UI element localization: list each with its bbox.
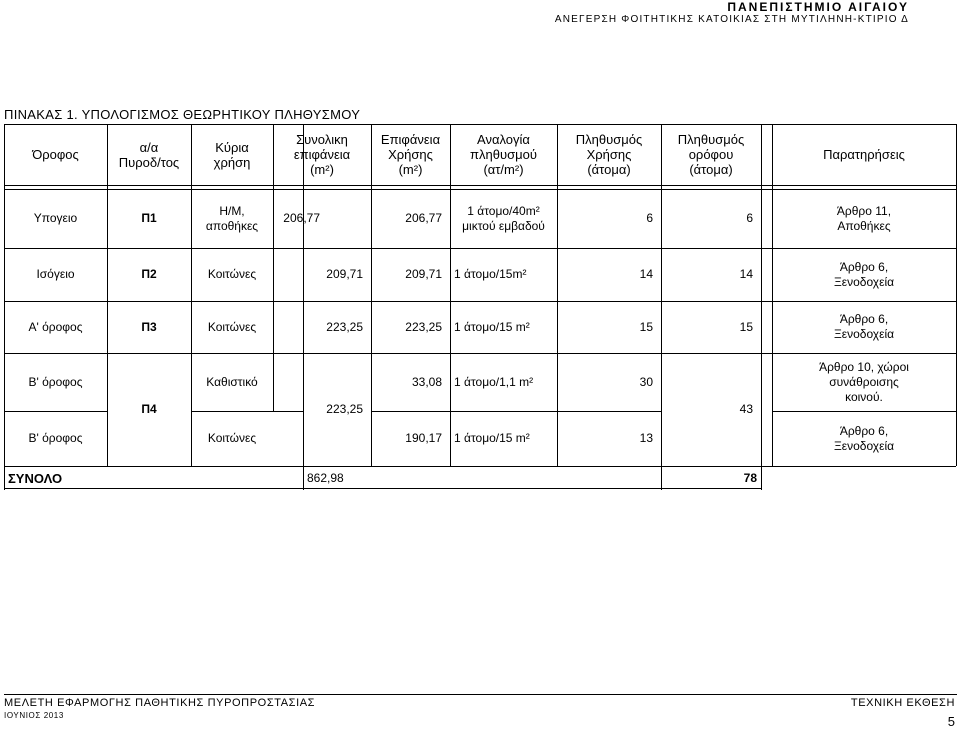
cell-notes: Άρθρο 11, Αποθήκες xyxy=(836,203,892,233)
col-header-notes: Παρατηρήσεις xyxy=(823,147,905,162)
col-header-floor-population: Πληθυσμός ορόφου (άτομα) xyxy=(677,132,745,177)
col-header-ratio: Αναλογία πληθυσμού (ατ/m²) xyxy=(470,132,537,177)
footer-study-title: ΜΕΛΕΤΗ ΕΦΑΡΜΟΓΗΣ ΠΑΘΗΤΙΚΗΣ ΠΥΡΟΠΡΟΣΤΑΣΙΑΣ xyxy=(4,697,316,709)
col-header-use: Κύρια χρήση xyxy=(213,139,251,170)
cell-ratio: 1 άτομο/15 m² xyxy=(454,319,530,334)
header-project: ΑΝΕΓΕΡΣΗ ΦΟΙΤΗΤΙΚΗΣ ΚΑΤΟΙΚΙΑΣ ΣΤΗ ΜΥΤΙΛΗΝΗ-ΚΤΙΡΙΟ Δ xyxy=(554,14,909,25)
cell-floor: Ισόγειο xyxy=(36,267,75,281)
cell-ratio: 1 άτομο/40m² μικτού εμβαδού xyxy=(462,203,545,233)
footer-rule xyxy=(4,694,957,695)
cell-use-area: 223,25 xyxy=(405,319,442,334)
total-area: 862,98 xyxy=(307,470,344,485)
page-number: 5 xyxy=(947,714,955,729)
cell-use-population: 15 xyxy=(639,319,653,334)
cell-use: Κοιτώνες xyxy=(207,431,257,445)
cell-total-area: 223,25 xyxy=(326,402,363,416)
cell-use-population: 13 xyxy=(639,431,653,445)
footer-date: ΙΟΥΝΙΟΣ 2013 xyxy=(4,711,64,720)
cell-floor: Υπογειο xyxy=(33,211,78,225)
cell-notes: Άρθρο 6, Ξενοδοχεία xyxy=(833,312,895,341)
cell-ratio: 1 άτομο/1,1 m² xyxy=(454,374,534,389)
cell-floor-population: 43 xyxy=(739,402,753,416)
col-header-zone: α/α Πυροδ/τος xyxy=(118,139,180,170)
population-table xyxy=(4,124,956,490)
cell-zone: Π4 xyxy=(141,402,157,416)
cell-use-population: 6 xyxy=(646,211,653,225)
cell-notes: Άρθρο 10, χώροι συνάθροισης κοινού. xyxy=(819,359,909,404)
cell-total-area: 206,77 xyxy=(283,211,320,225)
col-header-use-area: Επιφάνεια Χρήσης (m²) xyxy=(380,132,441,177)
cell-notes: Άρθρο 6, Ξενοδοχεία xyxy=(833,423,895,453)
cell-floor-population: 15 xyxy=(739,319,753,334)
total-population: 78 xyxy=(743,470,757,485)
table-title: ΠΙΝΑΚΑΣ 1. ΥΠΟΛΟΓΙΣΜΟΣ ΘΕΩΡΗΤΙΚΟΥ ΠΛΗΘΥΣΜΟΥ xyxy=(4,107,361,122)
col-header-use-population: Πληθυσμός Χρήσης (άτομα) xyxy=(575,132,643,177)
cell-use: Κοιτώνες xyxy=(207,267,257,281)
cell-use: Καθιστικό xyxy=(206,374,258,389)
cell-use: Η/Μ, αποθήκες xyxy=(205,203,259,233)
total-label: ΣΥΝΟΛΟ xyxy=(8,470,63,486)
cell-notes: Άρθρο 6, Ξενοδοχεία xyxy=(833,259,895,289)
cell-floor: Α' όροφος xyxy=(28,319,83,334)
header-university: ΠΑΝΕΠΙΣΤΗΜΙΟ ΑΙΓΑΙΟΥ xyxy=(727,0,909,14)
cell-use-area: 209,71 xyxy=(405,267,442,281)
cell-zone: Π3 xyxy=(141,319,157,334)
cell-use-area: 33,08 xyxy=(411,374,442,389)
cell-use-area: 206,77 xyxy=(405,211,442,225)
cell-use-area: 190,17 xyxy=(405,431,442,445)
cell-total-area: 209,71 xyxy=(326,267,363,281)
cell-ratio: 1 άτομο/15m² xyxy=(454,267,527,281)
cell-use: Κοιτώνες xyxy=(207,319,257,334)
cell-floor: Β' όροφος xyxy=(28,431,83,445)
cell-use-population: 30 xyxy=(639,374,653,389)
cell-floor: Β' όροφος xyxy=(28,374,83,389)
cell-ratio: 1 άτομο/15 m² xyxy=(454,431,530,445)
cell-floor-population: 14 xyxy=(739,267,753,281)
cell-floor-population: 6 xyxy=(746,211,753,225)
col-header-total-area: Συνολικη επιφάνεια (m²) xyxy=(293,132,351,177)
cell-zone: Π1 xyxy=(141,211,157,225)
cell-use-population: 14 xyxy=(639,267,653,281)
col-header-floor: Όροφος xyxy=(32,147,79,162)
footer-doc-type: ΤΕΧΝΙΚΗ ΕΚΘΕΣΗ xyxy=(850,697,955,709)
cell-zone: Π2 xyxy=(141,267,157,281)
cell-total-area: 223,25 xyxy=(326,319,363,334)
